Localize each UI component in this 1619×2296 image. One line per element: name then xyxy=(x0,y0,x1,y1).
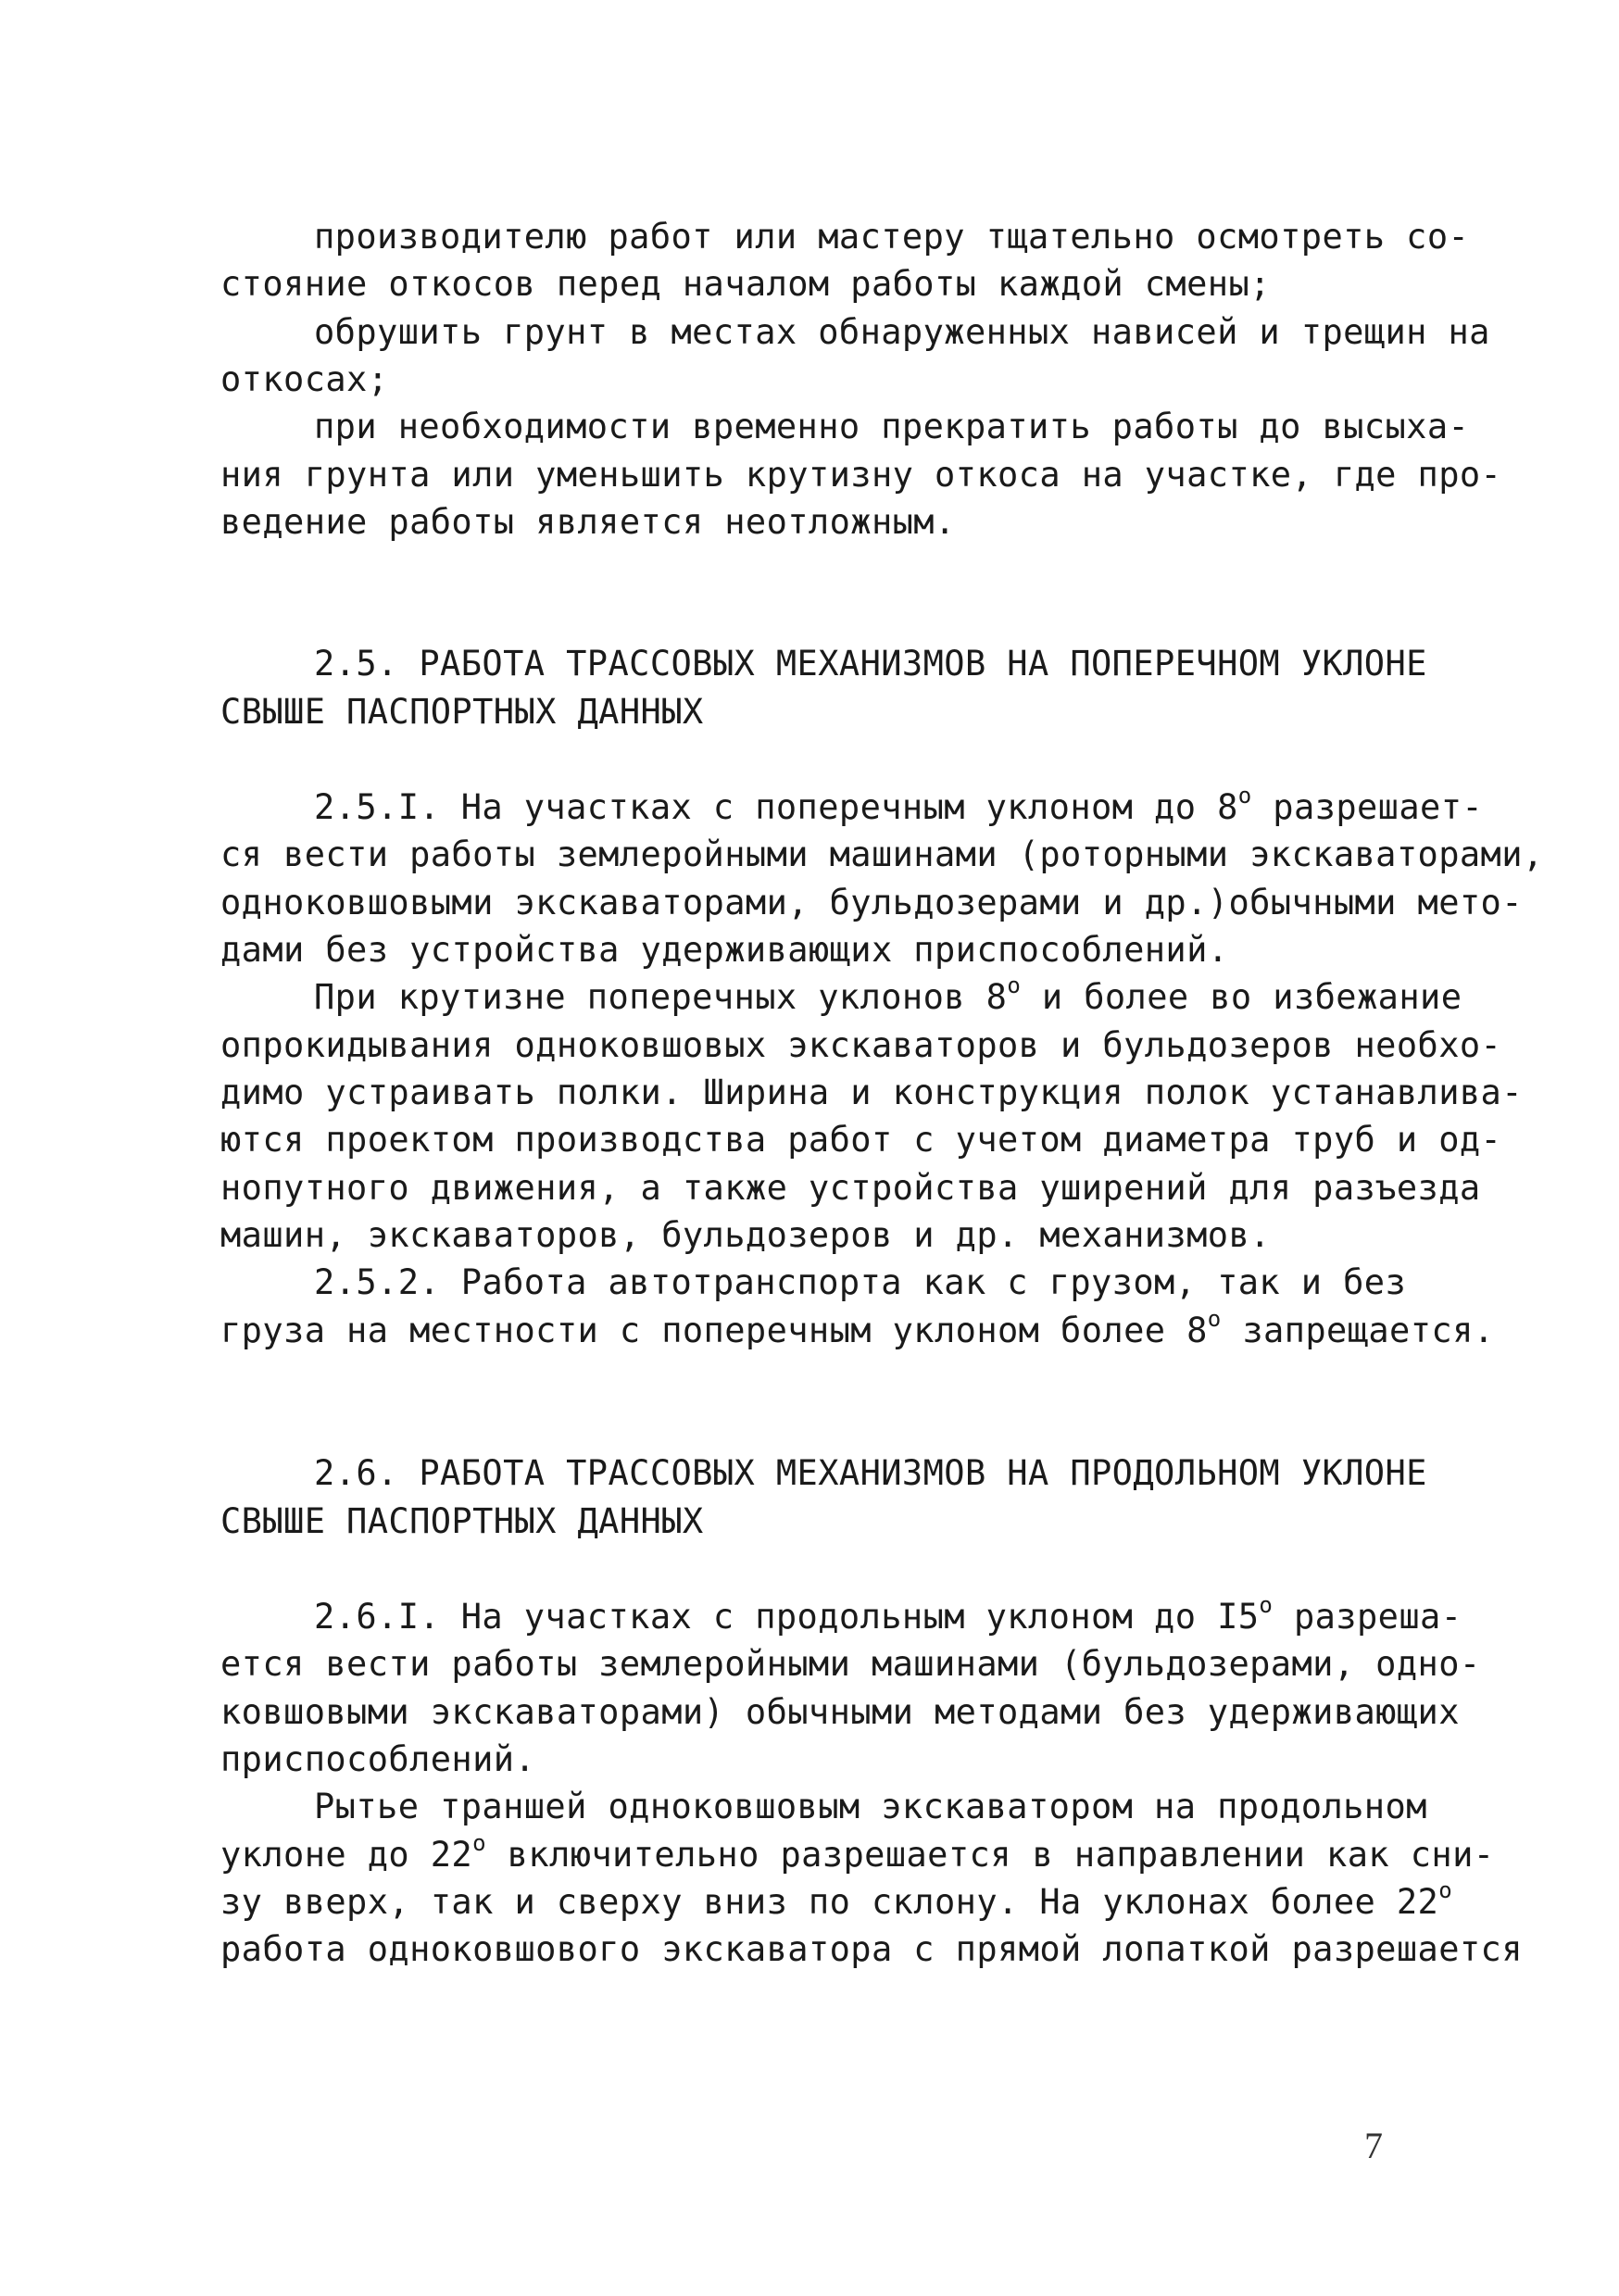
text-segment: откосах; xyxy=(220,359,389,399)
degree-superscript: о xyxy=(1438,1876,1453,1903)
degree-superscript: о xyxy=(1259,1591,1274,1618)
paragraph-line xyxy=(220,1023,1501,1068)
text-segment: разрешает- xyxy=(1251,787,1484,827)
degree-superscript: о xyxy=(1007,972,1022,998)
degree-superscript: о xyxy=(472,1829,486,1856)
text-segment: ется вести работы землеройными машинами (бульдозерами, одно- xyxy=(220,1644,1481,1684)
text-segment: обрушить грунт в местах обнаруженных нависей и трещин на xyxy=(314,312,1490,352)
paragraph-line xyxy=(220,1690,1460,1735)
text-segment: 2.6.I. На участках с продольным уклоном до I5 xyxy=(314,1597,1260,1637)
text-segment: опрокидывания одноковшовых экскаваторов и бульдозеров необхо- xyxy=(220,1025,1502,1065)
text-segment: запрещается. xyxy=(1221,1311,1495,1350)
paragraph-line xyxy=(220,1876,1453,1925)
paragraph-line xyxy=(220,833,1544,877)
text-segment: Рытье траншей одноковшовым экскаватором на продольном xyxy=(314,1787,1427,1826)
paragraph-line xyxy=(220,453,1501,497)
section-heading-2-5 xyxy=(314,642,1427,686)
text-segment: 2.5.I. На участках с поперечным уклоном до 8 xyxy=(314,787,1238,827)
paragraph-line xyxy=(220,1166,1481,1211)
section-heading-2-5-cont xyxy=(220,690,704,734)
paragraph-line xyxy=(314,1785,1427,1829)
text-segment: работа одноковшового экскаватора с прямой лопаткой разрешается xyxy=(220,1929,1523,1969)
paragraph-line xyxy=(220,1213,1271,1258)
text-segment: машин, экскаваторов, бульдозеров и др. механизмов. xyxy=(220,1215,1271,1255)
heading-text: СВЫШЕ ПАСПОРТНЫХ ДАННЫХ xyxy=(220,1501,704,1541)
heading-text: 2.5. РАБОТА ТРАССОВЫХ МЕХАНИЗМОВ НА ПОПЕРЕЧНОМ УКЛОНЕ xyxy=(314,644,1427,684)
text-segment: 2.5.2. Работа автотранспорта как с грузом, так и без xyxy=(314,1262,1407,1302)
text-segment: зу вверх, так и сверху вниз по склону. На уклонах более 22 xyxy=(220,1882,1439,1922)
degree-superscript: о xyxy=(1237,782,1252,809)
paragraph-line xyxy=(220,1642,1481,1687)
heading-text: СВЫШЕ ПАСПОРТНЫХ ДАННЫХ xyxy=(220,692,704,732)
text-segment: и более во избежание xyxy=(1021,977,1462,1017)
text-segment: ся вести работы землеройными машинами (роторными экскаваторами, xyxy=(220,834,1544,874)
section-heading-2-6-cont xyxy=(220,1499,704,1544)
text-segment: производителю работ или мастеру тщательно осмотреть со- xyxy=(314,217,1470,257)
text-segment: груза на местности с поперечным уклоном более 8 xyxy=(220,1311,1208,1350)
text-segment: нопутного движения, а также устройства уширений для разъезда xyxy=(220,1168,1481,1208)
page-number: 7 xyxy=(1364,2125,1383,2166)
paragraph-line xyxy=(314,1591,1462,1639)
paragraph-line xyxy=(220,1738,535,1782)
paragraph-line xyxy=(220,358,388,402)
text-segment: ведение работы является неотложным. xyxy=(220,502,956,542)
text-segment: при необходимости временно прекратить работы до высыха- xyxy=(314,407,1470,446)
paragraph-line xyxy=(220,1071,1523,1115)
paragraph-line xyxy=(314,405,1469,449)
paragraph-line xyxy=(314,215,1469,259)
text-segment: дами без устройства удерживающих приспособлений. xyxy=(220,930,1229,970)
paragraph-line xyxy=(220,1829,1495,1877)
text-segment: приспособлений. xyxy=(220,1739,536,1779)
paragraph-line xyxy=(314,782,1484,830)
text-segment: одноковшовыми экскаваторами, бульдозерами и др.)обычными мето- xyxy=(220,883,1523,922)
text-segment: димо устраивать полки. Ширина и конструкция полок устанавлива- xyxy=(220,1073,1523,1112)
text-segment: разреша- xyxy=(1273,1597,1462,1637)
paragraph-line xyxy=(220,500,956,545)
paragraph-line xyxy=(220,1927,1523,1972)
heading-text: 2.6. РАБОТА ТРАССОВЫХ МЕХАНИЗМОВ НА ПРОДОЛЬНОМ УКЛОНЕ xyxy=(314,1453,1427,1493)
paragraph-line xyxy=(220,1305,1495,1353)
paragraph-line xyxy=(220,262,1271,307)
paragraph-line xyxy=(220,1118,1501,1162)
text-segment: уклоне до 22 xyxy=(220,1835,473,1875)
text-segment: ются проектом производства работ с учетом диаметра труб и од- xyxy=(220,1120,1502,1160)
text-segment: При крутизне поперечных уклонов 8 xyxy=(314,977,1008,1017)
paragraph-line xyxy=(314,310,1490,355)
text-segment: стояние откосов перед началом работы каждой смены; xyxy=(220,264,1271,304)
paragraph-line xyxy=(220,881,1523,925)
text-segment: включительно разрешается в направлении как сни- xyxy=(485,1835,1495,1875)
text-segment: ния грунта или уменьшить крутизну откоса на участке, где про- xyxy=(220,455,1502,495)
degree-superscript: о xyxy=(1207,1305,1222,1332)
paragraph-line xyxy=(220,928,1228,972)
section-heading-2-6 xyxy=(314,1451,1427,1496)
paragraph-line xyxy=(314,972,1462,1020)
text-segment: ковшовыми экскаваторами) обычными методами без удерживающих xyxy=(220,1692,1460,1732)
paragraph-line xyxy=(314,1261,1406,1305)
